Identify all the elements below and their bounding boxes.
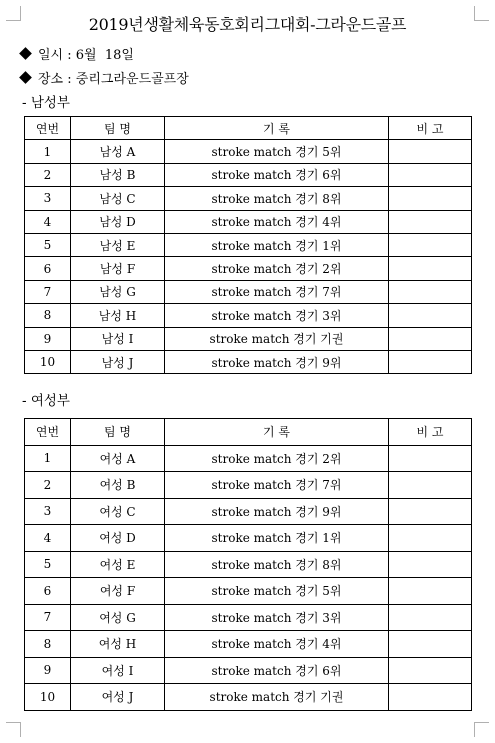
men-table-body bbox=[25, 140, 472, 374]
header-note: 비 고 bbox=[389, 419, 472, 446]
cell-team: 남성 J bbox=[71, 350, 165, 373]
table-row bbox=[25, 498, 472, 525]
cell-record: stroke match 경기 기권 bbox=[165, 327, 389, 350]
table-row bbox=[25, 140, 472, 163]
cell-number: 9 bbox=[25, 657, 71, 684]
cell-note bbox=[389, 140, 472, 163]
table-row bbox=[25, 280, 472, 303]
header-team: 팀 명 bbox=[71, 419, 165, 446]
date-label: 일시 : bbox=[38, 48, 72, 63]
cell-team: 여성 F bbox=[71, 578, 165, 605]
header-record: 기 록 bbox=[165, 117, 389, 140]
cell-record: stroke match 경기 5위 bbox=[165, 578, 389, 605]
cell-record: stroke match 경기 2위 bbox=[165, 445, 389, 472]
cell-number: 7 bbox=[25, 280, 71, 303]
cell-note bbox=[389, 350, 472, 373]
cell-note bbox=[389, 525, 472, 552]
cell-record: stroke match 경기 3위 bbox=[165, 604, 389, 631]
table-row bbox=[25, 551, 472, 578]
table-header-row bbox=[25, 419, 472, 446]
cell-record: stroke match 경기 8위 bbox=[165, 187, 389, 210]
women-section-label: - 여성부 bbox=[22, 393, 70, 409]
cell-record: stroke match 경기 4위 bbox=[165, 631, 389, 658]
table-row bbox=[25, 684, 472, 711]
header-team: 팀 명 bbox=[71, 117, 165, 140]
cell-note bbox=[389, 327, 472, 350]
cell-note bbox=[389, 631, 472, 658]
cell-note bbox=[389, 233, 472, 256]
cell-note bbox=[389, 657, 472, 684]
table-row bbox=[25, 163, 472, 186]
cell-note bbox=[389, 304, 472, 327]
table-row bbox=[25, 525, 472, 552]
cell-team: 남성 B bbox=[71, 163, 165, 186]
cell-team: 여성 I bbox=[71, 657, 165, 684]
header-record: 기 록 bbox=[165, 419, 389, 446]
cell-team: 남성 C bbox=[71, 187, 165, 210]
cell-note bbox=[389, 551, 472, 578]
cell-note bbox=[389, 498, 472, 525]
table-row bbox=[25, 257, 472, 280]
header-number: 연번 bbox=[25, 419, 71, 446]
table-row bbox=[25, 657, 472, 684]
cell-team: 여성 E bbox=[71, 551, 165, 578]
cell-note bbox=[389, 210, 472, 233]
cell-note bbox=[389, 163, 472, 186]
cell-note bbox=[389, 472, 472, 499]
cell-number: 4 bbox=[25, 210, 71, 233]
table-row bbox=[25, 350, 472, 373]
cell-number: 10 bbox=[25, 350, 71, 373]
cell-number: 1 bbox=[25, 140, 71, 163]
cell-number: 8 bbox=[25, 631, 71, 658]
table-row bbox=[25, 472, 472, 499]
place-value: 중리그라운드골프장 bbox=[75, 72, 189, 87]
cell-number: 3 bbox=[25, 187, 71, 210]
cell-number: 2 bbox=[25, 472, 71, 499]
cell-note bbox=[389, 187, 472, 210]
cell-record: stroke match 경기 6위 bbox=[165, 163, 389, 186]
cell-record: stroke match 경기 8위 bbox=[165, 551, 389, 578]
table-header-row bbox=[25, 117, 472, 140]
cell-record: stroke match 경기 7위 bbox=[165, 472, 389, 499]
cell-team: 여성 B bbox=[71, 472, 165, 499]
cell-team: 여성 H bbox=[71, 631, 165, 658]
cell-number: 8 bbox=[25, 304, 71, 327]
cell-record: stroke match 경기 3위 bbox=[165, 304, 389, 327]
cell-number: 5 bbox=[25, 233, 71, 256]
cell-record: stroke match 경기 9위 bbox=[165, 498, 389, 525]
header-note: 비 고 bbox=[389, 117, 472, 140]
cell-note bbox=[389, 684, 472, 711]
men-section-label: - 남성부 bbox=[22, 95, 70, 111]
cell-record: stroke match 경기 7위 bbox=[165, 280, 389, 303]
cell-record: stroke match 경기 기권 bbox=[165, 684, 389, 711]
cell-team: 남성 E bbox=[71, 233, 165, 256]
page-corner-mark bbox=[6, 722, 21, 737]
women-table-body bbox=[25, 445, 472, 710]
cell-record: stroke match 경기 6위 bbox=[165, 657, 389, 684]
table-row bbox=[25, 187, 472, 210]
cell-number: 2 bbox=[25, 163, 71, 186]
cell-number: 6 bbox=[25, 578, 71, 605]
date-value: 6월 18일 bbox=[75, 48, 134, 63]
table-row bbox=[25, 578, 472, 605]
page-corner-mark bbox=[474, 722, 489, 737]
cell-record: stroke match 경기 2위 bbox=[165, 257, 389, 280]
cell-team: 남성 H bbox=[71, 304, 165, 327]
cell-record: stroke match 경기 5위 bbox=[165, 140, 389, 163]
document-title: 2019년생활체육동호회리그대회-그라운드골프 bbox=[88, 15, 407, 34]
cell-note bbox=[389, 257, 472, 280]
cell-number: 1 bbox=[25, 445, 71, 472]
cell-team: 여성 C bbox=[71, 498, 165, 525]
cell-record: stroke match 경기 4위 bbox=[165, 210, 389, 233]
cell-team: 여성 A bbox=[71, 445, 165, 472]
cell-number: 10 bbox=[25, 684, 71, 711]
place-label: 장소 : bbox=[38, 72, 72, 87]
header-number: 연번 bbox=[25, 117, 71, 140]
cell-team: 남성 F bbox=[71, 257, 165, 280]
cell-team: 남성 D bbox=[71, 210, 165, 233]
table-row bbox=[25, 210, 472, 233]
cell-note bbox=[389, 280, 472, 303]
date-line bbox=[18, 44, 134, 63]
cell-number: 4 bbox=[25, 525, 71, 552]
cell-record: stroke match 경기 1위 bbox=[165, 525, 389, 552]
cell-record: stroke match 경기 9위 bbox=[165, 350, 389, 373]
cell-team: 남성 A bbox=[71, 140, 165, 163]
table-row bbox=[25, 631, 472, 658]
cell-team: 여성 G bbox=[71, 604, 165, 631]
cell-team: 남성 I bbox=[71, 327, 165, 350]
cell-number: 3 bbox=[25, 498, 71, 525]
cell-number: 9 bbox=[25, 327, 71, 350]
diamond-bullet-icon bbox=[19, 47, 32, 60]
table-row bbox=[25, 604, 472, 631]
table-row bbox=[25, 445, 472, 472]
cell-record: stroke match 경기 1위 bbox=[165, 233, 389, 256]
cell-number: 6 bbox=[25, 257, 71, 280]
cell-note bbox=[389, 445, 472, 472]
table-row bbox=[25, 233, 472, 256]
women-results-table bbox=[24, 418, 472, 711]
cell-number: 5 bbox=[25, 551, 71, 578]
men-results-table bbox=[24, 116, 472, 374]
table-row bbox=[25, 304, 472, 327]
cell-note bbox=[389, 578, 472, 605]
cell-team: 여성 D bbox=[71, 525, 165, 552]
table-row bbox=[25, 327, 472, 350]
cell-note bbox=[389, 604, 472, 631]
diamond-bullet-icon bbox=[19, 71, 32, 84]
cell-number: 7 bbox=[25, 604, 71, 631]
place-line bbox=[18, 68, 189, 87]
cell-team: 남성 G bbox=[71, 280, 165, 303]
cell-team: 여성 J bbox=[71, 684, 165, 711]
